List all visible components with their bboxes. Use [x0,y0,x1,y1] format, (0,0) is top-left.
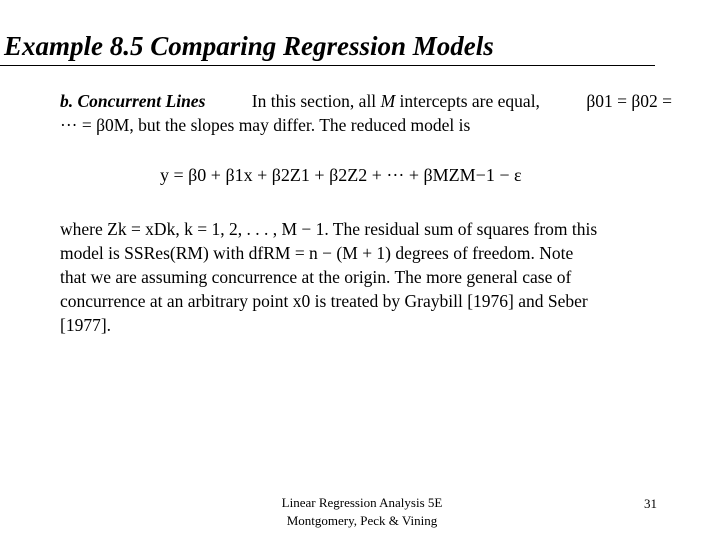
page-number: 31 [644,496,657,511]
footer-authors: Montgomery, Peck & Vining [286,513,438,528]
slide-title: Example 8.5 Comparing Regression Models [4,31,494,61]
footer-book-title: Linear Regression Analysis 5E [281,495,443,510]
intercept-equality: β01 = β02 = [586,91,672,111]
intro-rest: intercepts are equal, [399,91,540,111]
intro-sentence [252,89,540,113]
body-line-4: model is SSRes(RM) with dfRM = n − (M + 1) degrees of freedom. Note [60,243,574,263]
slide-body [60,89,672,137]
slide-body-2 [60,217,672,337]
body-line-3: where Zk = xDk, k = 1, 2, . . . , M − 1. The residual sum of squares from this [60,219,598,239]
body-line-7: [1977]. [60,315,112,335]
body-line-1 [60,89,672,113]
body-line-6: concurrence at an arbitrary point x0 is treated by Graybill [1976] and Seber [60,291,588,311]
intro-text: In this section, all [251,91,377,111]
reduced-model-text: , but the slopes may differ. The reduced model is [129,115,471,135]
title-underline [0,65,655,66]
body-line-2 [60,113,672,137]
intro-m: M [380,91,396,111]
footer-citation [252,494,472,530]
body-line-5: that we are assuming concurrence at the origin. The more general case of [60,267,572,287]
reduced-model-equation: y = β0 + β1x + β2Z1 + β2Z2 + ··· + βMZM−1 − ε [160,165,522,185]
section-heading: b. Concurrent Lines [60,91,206,111]
intercept-equality-end: ··· = β0M [60,115,130,135]
